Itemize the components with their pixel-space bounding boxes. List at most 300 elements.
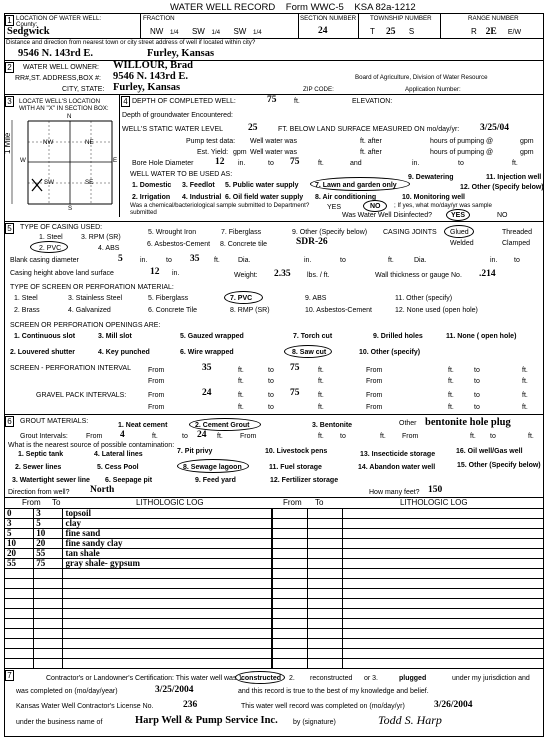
log-cell-to[interactable]	[34, 609, 63, 619]
casing-sdr[interactable]: SDR-26	[296, 237, 328, 247]
blank-to-value[interactable]: 35	[190, 254, 200, 264]
r-prefix: R	[471, 27, 477, 36]
zip-label: ZIP CODE:	[303, 86, 334, 93]
gravel-ft-3: ft.	[448, 392, 454, 399]
open-mill[interactable]: 3. Mill slot	[98, 333, 132, 340]
log-cell-empty[interactable]	[273, 609, 308, 619]
open-saw-cut[interactable]: 8. Saw cut	[292, 349, 327, 356]
cert-constructed[interactable]: constructed	[241, 675, 282, 682]
log-cell-empty[interactable]	[307, 619, 342, 629]
log-cell-empty[interactable]	[273, 519, 308, 529]
log-cell-empty[interactable]	[307, 509, 342, 519]
grout-bentonite[interactable]: 3. Bentonite	[312, 422, 353, 429]
table-row	[5, 579, 272, 589]
howmany-value[interactable]: 150	[428, 485, 443, 495]
city-state-value[interactable]: Furley, Kansas	[113, 82, 181, 93]
casing-wrought[interactable]: 5. Wrought Iron	[148, 229, 197, 236]
log-cell-desc[interactable]: topsoil	[63, 509, 272, 519]
table-row	[273, 509, 544, 519]
grid-w: W	[20, 157, 26, 164]
log-cell-desc[interactable]: fine sand	[63, 529, 272, 539]
screen-brass[interactable]: 2. Brass	[14, 307, 40, 314]
yield-gpm-2: gpm	[520, 149, 534, 156]
one-mile-label	[4, 133, 12, 154]
fraction-label: FRACTION	[143, 15, 175, 22]
log-cell-from[interactable]: 3	[5, 519, 34, 529]
perf-to-value[interactable]: 75	[290, 363, 300, 373]
casing-other[interactable]: 9. Other (Specify below)	[292, 229, 368, 236]
contam-lateral[interactable]: 4. Lateral lines	[94, 451, 143, 458]
cert-reconstructed[interactable]: reconstructed	[310, 675, 353, 682]
disinfect-yes-circle	[446, 209, 470, 221]
log-cell-empty[interactable]	[342, 509, 543, 519]
depth-label: DEPTH OF COMPLETED WELL:	[132, 98, 236, 105]
contam-other[interactable]: 15. Other (Specify below)	[457, 462, 541, 469]
grout-to: to	[182, 433, 188, 440]
fraction-1[interactable]: NW	[150, 27, 164, 36]
contam-oil-well[interactable]: 16. Oil well/Gas well	[456, 448, 523, 455]
static-date[interactable]: 3/25/04	[480, 123, 510, 133]
blank-to: to	[166, 257, 172, 264]
well-address[interactable]: 9546 N. 143rd E.	[18, 48, 93, 59]
log-cell-from[interactable]	[5, 639, 34, 649]
casing-rpm[interactable]: 3. RPM (SR)	[81, 234, 121, 241]
screen-stainless[interactable]: 3. Stainless Steel	[68, 295, 123, 302]
log-cell-from[interactable]: 0	[5, 509, 34, 519]
log-cell-empty[interactable]	[307, 529, 342, 539]
quarter-2: 1/4	[211, 29, 221, 36]
joints-threaded[interactable]: Threaded	[502, 229, 532, 236]
log-cell-desc[interactable]	[63, 599, 272, 609]
disinfect-no[interactable]: NO	[497, 212, 508, 219]
log-cell-to[interactable]	[34, 649, 63, 659]
log-cell-empty[interactable]	[307, 519, 342, 529]
joints-clamped[interactable]: Clamped	[502, 240, 531, 247]
open-drilled[interactable]: 9. Drilled holes	[373, 333, 423, 340]
log-cell-empty[interactable]	[273, 569, 308, 579]
log-cell-empty[interactable]	[342, 599, 543, 609]
pump-well-water: Well water was	[250, 138, 297, 145]
city-state-label: CITY, STATE:	[62, 86, 105, 93]
log-cell-empty[interactable]	[307, 569, 342, 579]
log-cell-empty[interactable]	[273, 549, 308, 559]
log-cell-desc[interactable]: clay	[63, 519, 272, 529]
range-value[interactable]: 2E	[485, 27, 497, 37]
log-cell-desc[interactable]	[63, 639, 272, 649]
log-cell-to[interactable]	[34, 599, 63, 609]
contam-sewer[interactable]: 2. Sewer lines	[15, 464, 62, 471]
county-value[interactable]: Sedgwick	[7, 26, 50, 37]
height-in: in.	[172, 270, 180, 277]
contam-fuel[interactable]: 11. Fuel storage	[269, 464, 322, 471]
casing-abs[interactable]: 4. ABS	[98, 245, 120, 252]
log-cell-to[interactable]: 10	[34, 529, 63, 539]
log-cell-desc[interactable]: tan shale	[63, 549, 272, 559]
log-cell-to[interactable]: 3	[34, 509, 63, 519]
application-label: Application Number:	[405, 86, 461, 93]
t-prefix: T	[370, 27, 375, 36]
gravel-label: GRAVEL PACK INTERVALS:	[36, 392, 127, 399]
bore-value[interactable]: 12	[215, 157, 225, 167]
locate-label: LOCATE WELL'S LOCATION	[19, 98, 101, 105]
owner-label: WATER WELL OWNER:	[23, 64, 99, 71]
table-row	[5, 619, 272, 629]
log-cell-desc[interactable]	[63, 589, 272, 599]
direction-label: Direction from well?	[8, 489, 70, 496]
log-cell-to[interactable]	[34, 629, 63, 639]
log-cell-desc[interactable]	[63, 569, 272, 579]
screen-steel[interactable]: 1. Steel	[14, 295, 38, 302]
screen-fiberglass[interactable]: 5. Fiberglass	[148, 295, 189, 302]
use-irrigation[interactable]: 2. Irrigation	[132, 194, 171, 201]
log-cell-empty[interactable]	[342, 579, 543, 589]
title: WATER WELL RECORD	[170, 2, 276, 13]
gravel-from-value[interactable]: 24	[202, 388, 212, 398]
grout-to-value[interactable]: 24	[197, 430, 207, 440]
casing-concrete[interactable]: 8. Concrete tile	[220, 241, 268, 248]
log-cell-empty[interactable]	[307, 639, 342, 649]
log-cell-to[interactable]: 55	[34, 549, 63, 559]
gravel-from-4: From	[366, 404, 383, 411]
open-other[interactable]: 10. Other (specify)	[359, 349, 421, 356]
use-public[interactable]: 5. Public water supply	[225, 182, 299, 189]
yield-gpm: gpm	[233, 149, 247, 156]
well-city[interactable]: Furley, Kansas	[147, 48, 215, 59]
log-cell-empty[interactable]	[273, 659, 308, 669]
contam-septic[interactable]: 1. Septic tank	[18, 451, 64, 458]
blank-dia-2: Dia.	[414, 257, 427, 264]
log-cell-to[interactable]: 20	[34, 539, 63, 549]
table-row	[273, 639, 544, 649]
bore-in-2: in.	[412, 160, 420, 167]
weight-label: Weight:	[234, 272, 258, 279]
log-cell-empty[interactable]	[342, 529, 543, 539]
log-cell-empty[interactable]	[307, 599, 342, 609]
table-row	[5, 589, 272, 599]
log-cell-empty[interactable]	[342, 589, 543, 599]
table-row	[273, 539, 544, 549]
log-cell-from[interactable]	[5, 579, 34, 589]
static-label: WELL'S STATIC WATER LEVEL	[122, 126, 224, 133]
log-cell-desc[interactable]	[63, 649, 272, 659]
open-gauzed[interactable]: 5. Gauzed wrapped	[180, 333, 244, 340]
log-cell-empty[interactable]	[342, 519, 543, 529]
contam-pit-privy[interactable]: 7. Pit privy	[177, 448, 213, 455]
fraction-2[interactable]: SW	[191, 27, 205, 36]
depth-value[interactable]: 75	[267, 95, 277, 105]
grid-ne: NE	[85, 139, 94, 146]
contam-sewage-lagoon[interactable]: 8. Sewage lagoon	[183, 464, 242, 471]
grout-from-value[interactable]: 4	[120, 430, 125, 440]
perf-ft-8: ft.	[522, 378, 528, 385]
table-row	[273, 559, 544, 569]
use-other[interactable]: 12. Other (Specify below)	[460, 184, 544, 191]
log-cell-to[interactable]: 5	[34, 519, 63, 529]
gravel-from: From	[148, 392, 165, 399]
static-value[interactable]: 25	[248, 123, 258, 133]
log-cell-empty[interactable]	[273, 509, 308, 519]
county-label: County:	[16, 21, 38, 28]
log-cell-empty[interactable]	[342, 659, 543, 669]
log-cell-empty[interactable]	[273, 629, 308, 639]
log-cell-empty[interactable]	[342, 559, 543, 569]
license-value[interactable]: 236	[183, 700, 198, 710]
grout-other-value[interactable]: bentonite hole plug	[425, 417, 511, 428]
owner-address-value[interactable]: 9546 N. 143rd E.	[113, 71, 188, 82]
log-cell-empty[interactable]	[307, 629, 342, 639]
use-dewatering[interactable]: 9. Dewatering	[408, 174, 454, 181]
table-row	[5, 549, 272, 559]
table-row	[5, 569, 272, 579]
blank-value[interactable]: 5	[118, 254, 123, 264]
table-row	[5, 529, 272, 539]
blank-in: in.	[140, 257, 148, 264]
grout-from-2: From	[240, 433, 257, 440]
log-cell-empty[interactable]	[273, 539, 308, 549]
one-mile-text: 1 Mile	[3, 132, 12, 154]
use-air-conditioning[interactable]: 8. Air conditioning	[315, 194, 377, 201]
screen-rmp[interactable]: 8. RMP (SR)	[230, 307, 270, 314]
contam-feed-yard[interactable]: 9. Feed yard	[195, 477, 236, 484]
perf-to: to	[268, 367, 274, 374]
log-cell-from[interactable]	[5, 589, 34, 599]
direction-value[interactable]: North	[90, 485, 115, 495]
owner-value[interactable]: WILLOUR, Brad	[113, 60, 193, 71]
log-cell-to[interactable]	[34, 639, 63, 649]
location-label: LOCATION OF WATER WELL:	[16, 15, 102, 22]
range-label: RANGE NUMBER	[468, 15, 519, 22]
chem-no-circle	[363, 200, 387, 212]
bore-ft-2: ft.	[512, 160, 518, 167]
contam-cess-pool[interactable]: 5. Cess Pool	[97, 464, 139, 471]
log-cell-empty[interactable]	[307, 579, 342, 589]
joints-welded[interactable]: Welded	[450, 240, 474, 247]
record-value[interactable]: 3/26/2004	[434, 700, 473, 710]
grid-n: N	[67, 113, 72, 120]
height-label: Casing height above land surface	[10, 270, 114, 277]
log-cell-empty[interactable]	[273, 579, 308, 589]
license-label: Kansas Water Well Contractor's License No.	[16, 703, 154, 710]
table-row	[5, 609, 272, 619]
glued-circle	[444, 225, 474, 238]
casing-fiberglass[interactable]: 7. Fiberglass	[221, 229, 262, 236]
business-value[interactable]: Harp Well & Pump Service Inc.	[135, 715, 278, 726]
log-cell-to[interactable]	[34, 569, 63, 579]
weight-value[interactable]: 2.35	[274, 269, 291, 279]
screen-pvc[interactable]: 7. PVC	[230, 295, 253, 302]
log-cell-empty[interactable]	[273, 619, 308, 629]
contam-label: What is the nearest source of possible contamination:	[8, 442, 175, 449]
fraction-3[interactable]: SW	[233, 27, 247, 36]
table-row	[5, 519, 272, 529]
grid-s: S	[68, 205, 73, 212]
chem-no[interactable]: NO	[370, 203, 381, 210]
casing-pvc[interactable]: 2. PVC	[39, 245, 62, 252]
log-cell-to[interactable]	[34, 589, 63, 599]
height-value[interactable]: 12	[150, 267, 160, 277]
log-title-left: LITHOLOGIC LOG	[136, 498, 204, 507]
use-oil-field[interactable]: 6. Oil field water supply	[225, 194, 304, 201]
use-industrial[interactable]: 4. Industrial	[182, 194, 222, 201]
log-cell-desc[interactable]	[63, 659, 272, 669]
record-label: This water well record was completed on (mo/day/yr)	[241, 703, 405, 710]
log-cell-from[interactable]: 10	[5, 539, 34, 549]
log-cell-desc[interactable]	[63, 579, 272, 589]
contam-abandon[interactable]: 14. Abandon water well	[358, 464, 436, 471]
quarter-3: 1/4	[253, 29, 262, 36]
gravel-to-value[interactable]: 75	[290, 388, 300, 398]
log-cell-empty[interactable]	[342, 609, 543, 619]
perf-ft-3: ft.	[448, 367, 454, 374]
log-cell-empty[interactable]	[273, 639, 308, 649]
log-cell-from[interactable]	[5, 629, 34, 639]
open-torch[interactable]: 7. Torch cut	[293, 333, 333, 340]
table-row	[5, 629, 272, 639]
use-monitoring[interactable]: 10. Monitoring well	[402, 194, 466, 201]
log-cell-empty[interactable]	[342, 569, 543, 579]
log-cell-empty[interactable]	[273, 589, 308, 599]
grout-ft-2: ft.	[217, 433, 223, 440]
log-cell-to[interactable]	[34, 659, 63, 669]
use-lawn-garden[interactable]: 7. Lawn and garden only	[315, 182, 397, 189]
contam-livestock[interactable]: 10. Livestock pens	[265, 448, 328, 455]
contam-seepage[interactable]: 6. Seepage pit	[105, 477, 153, 484]
chem-yes[interactable]: YES	[327, 204, 342, 211]
perf-to-4: to	[474, 378, 480, 385]
screen-asbestos[interactable]: 10. Asbestos-Cement	[305, 307, 372, 314]
grout-cement[interactable]: 2. Cement Grout	[195, 422, 250, 429]
log-cell-empty[interactable]	[307, 609, 342, 619]
well-x-mark	[32, 179, 42, 191]
gravel-ft-7: ft.	[448, 404, 454, 411]
table-row	[273, 519, 544, 529]
screen-abs[interactable]: 9. ABS	[305, 295, 327, 302]
use-feedlot[interactable]: 3. Feedlot	[182, 182, 215, 189]
pump-test-label: Pump test data:	[186, 138, 236, 145]
log-cell-from[interactable]	[5, 609, 34, 619]
perf-from-2: From	[366, 367, 383, 374]
grout-ft-6: ft.	[528, 433, 534, 440]
contam-watertight[interactable]: 3. Watertight sewer line	[12, 477, 90, 484]
elevation-label: ELEVATION:	[352, 98, 393, 105]
perf-from-3: From	[148, 378, 165, 385]
completed-value[interactable]: 3/25/2004	[155, 685, 194, 695]
log-cell-desc[interactable]: gray shale- gypsum	[63, 559, 272, 569]
screen-galvanized[interactable]: 4. Galvanized	[68, 307, 111, 314]
chem-submitted: submitted	[130, 209, 157, 216]
screen-none[interactable]: 12. None used (open hole)	[395, 307, 478, 314]
form-number: Form WWC-5	[285, 2, 344, 13]
casing-asbestos[interactable]: 6. Asbestos-Cement	[147, 241, 211, 248]
screen-other[interactable]: 11. Other (specify)	[395, 295, 453, 302]
log-cell-empty[interactable]	[342, 629, 543, 639]
section-number-value[interactable]: 24	[318, 26, 328, 36]
open-wire[interactable]: 6. Wire wrapped	[180, 349, 234, 356]
log-cell-from[interactable]	[5, 659, 34, 669]
t-direction: S	[408, 27, 415, 36]
log-cell-empty[interactable]	[307, 659, 342, 669]
use-injection[interactable]: 11. Injection well	[486, 174, 542, 181]
wall-value[interactable]: .214	[479, 269, 496, 279]
log-cell-desc[interactable]	[63, 609, 272, 619]
log-cell-empty[interactable]	[342, 549, 543, 559]
table-row	[273, 579, 544, 589]
grout-neat[interactable]: 1. Neat cement	[118, 422, 168, 429]
log-cell-to[interactable]	[34, 579, 63, 589]
log-cell-from[interactable]: 20	[5, 549, 34, 559]
log-cell-empty[interactable]	[307, 539, 342, 549]
cert-plugged[interactable]: plugged	[399, 675, 427, 682]
section-2-number: 2	[5, 62, 14, 73]
open-none[interactable]: 11. None ( open hole)	[446, 333, 517, 340]
gravel-from-3: From	[148, 404, 165, 411]
table-row	[5, 639, 272, 649]
log-cell-empty[interactable]	[273, 559, 308, 569]
log-cell-from[interactable]: 55	[5, 559, 34, 569]
log-cell-empty[interactable]	[307, 559, 342, 569]
log-cell-desc[interactable]	[63, 619, 272, 629]
log-cell-to[interactable]: 75	[34, 559, 63, 569]
log-cell-empty[interactable]	[307, 589, 342, 599]
bore-to-value[interactable]: 75	[290, 157, 300, 167]
gravel-to: to	[268, 392, 274, 399]
log-cell-desc[interactable]: fine sandy clay	[63, 539, 272, 549]
log-cell-from[interactable]: 5	[5, 529, 34, 539]
bore-ft: ft.	[318, 160, 324, 167]
open-continuous[interactable]: 1. Continuous slot	[14, 333, 76, 340]
log-cell-empty[interactable]	[307, 549, 342, 559]
table-row	[273, 619, 544, 629]
screen-concrete[interactable]: 6. Concrete Tile	[148, 307, 198, 314]
log-cell-empty[interactable]	[342, 539, 543, 549]
disinfect-yes[interactable]: YES	[451, 212, 466, 219]
grout-other[interactable]: Other	[399, 420, 417, 427]
table-row	[5, 539, 272, 549]
log-cell-from[interactable]	[5, 599, 34, 609]
bore-in: in.	[238, 160, 246, 167]
pump-gpm: gpm	[520, 138, 534, 145]
signature[interactable]: Todd S. Harp	[378, 713, 442, 727]
log-cell-empty[interactable]	[273, 599, 308, 609]
joints-glued[interactable]: Glued	[450, 229, 469, 236]
perf-from-value[interactable]: 35	[202, 363, 212, 373]
section-5-number: 5	[5, 223, 14, 234]
log-cell-empty[interactable]	[342, 649, 543, 659]
use-domestic[interactable]: 1. Domestic	[132, 182, 172, 189]
log-cell-empty[interactable]	[273, 649, 308, 659]
log-cell-empty[interactable]	[273, 529, 308, 539]
table-row	[273, 629, 544, 639]
township-value[interactable]: 25	[386, 27, 396, 37]
open-louvered[interactable]: 2. Louvered shutter	[10, 349, 75, 356]
contam-insecticide[interactable]: 13. Insecticide storage	[360, 451, 436, 458]
log-cell-empty[interactable]	[307, 649, 342, 659]
log-to-header-right: To	[315, 498, 324, 507]
log-cell-to[interactable]	[34, 619, 63, 629]
log-cell-from[interactable]	[5, 619, 34, 629]
log-cell-empty[interactable]	[342, 619, 543, 629]
casing-steel[interactable]: 1. Steel	[39, 234, 63, 241]
gravel-ft-2: ft.	[318, 392, 324, 399]
log-cell-from[interactable]	[5, 649, 34, 659]
section-grid[interactable]	[4, 112, 119, 217]
log-cell-desc[interactable]	[63, 629, 272, 639]
open-key[interactable]: 4. Key punched	[98, 349, 150, 356]
log-cell-from[interactable]	[5, 569, 34, 579]
table-row	[273, 599, 544, 609]
contam-fertilizer[interactable]: 12. Fertilizer storage	[270, 477, 339, 484]
log-cell-empty[interactable]	[342, 639, 543, 649]
